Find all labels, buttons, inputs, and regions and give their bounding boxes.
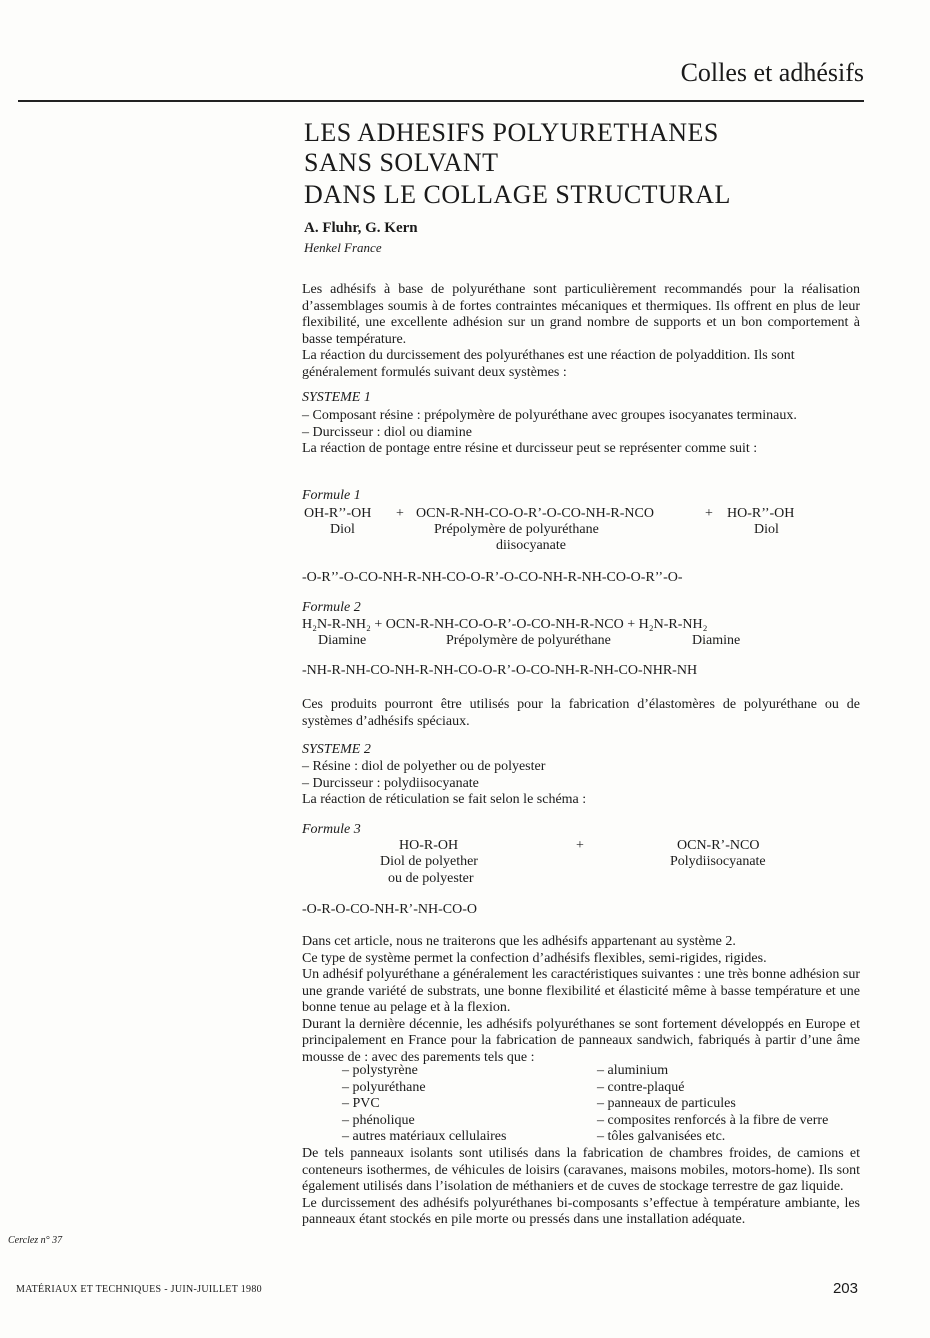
system2-heading: SYSTEME 2 [302, 742, 371, 757]
body-section-3 [302, 1146, 860, 1229]
system1-heading: SYSTEME 1 [302, 390, 371, 405]
header-rule [18, 100, 864, 102]
formula1-a-name: Diol [330, 522, 355, 537]
list-item: – autres matériaux cellulaires [342, 1129, 507, 1144]
core-materials-list [342, 1063, 506, 1146]
authors: A. Fluhr, G. Kern [304, 220, 418, 236]
formula1-reactant-c: HO-R’’-OH [727, 506, 795, 521]
body3-paragraph-2: Le durcissement des adhésifs polyuréthanes bi-composants s’effectue à température ambiante, les panneaux étant stockés en pile morte ou pressés dans une installation adéquate. [302, 1195, 860, 1227]
system1-line-1: – Composant résine : prépolymère de polyuréthane avec groupes isocyanates terminaux. [302, 408, 797, 423]
article-title-line-3: DANS LE COLLAGE STRUCTURAL [304, 180, 731, 209]
intro [302, 282, 860, 381]
formula2-equation: H₂N-R-NH₂ + OCN-R-NH-CO-O-R’-O-CO-NH-R-NCO + H₂N-R-NH₂ [302, 617, 708, 632]
list-item: – polyuréthane [342, 1079, 426, 1095]
list-item: – panneaux de particules [597, 1096, 736, 1111]
formula1-reactant-b: OCN-R-NH-CO-O-R’-O-CO-NH-R-NCO [416, 506, 654, 521]
system1-line-2: – Durcisseur : diol ou diamine [302, 424, 472, 440]
formula1-label: Formule 1 [302, 488, 361, 503]
journal-footer: MATÉRIAUX ET TECHNIQUES - JUIN-JUILLET 1980 [16, 1284, 262, 1295]
system2-line-1: – Résine : diol de polyether ou de polyester [302, 759, 546, 774]
formula3-reactant-b: OCN-R’-NCO [677, 838, 760, 853]
list-item: – tôles galvanisées etc. [597, 1129, 726, 1144]
list-item: – composites renforcés à la fibre de verre [597, 1112, 829, 1128]
formula3-label: Formule 3 [302, 822, 361, 837]
after-formula2 [302, 697, 860, 730]
affiliation: Henkel France [304, 240, 382, 255]
system2-body [302, 759, 860, 809]
formula3-result: -O-R-O-CO-NH-R’-NH-CO-O [302, 902, 477, 917]
formula1-b-name-2: diisocyanate [496, 538, 566, 553]
formula2-a-name: Diamine [318, 633, 367, 648]
formula1-result: -O-R’’-O-CO-NH-R-NH-CO-O-R’-O-CO-NH-R-NH-CO-O-R’’-O- [302, 570, 683, 585]
formula2-c-name: Diamine [692, 633, 741, 648]
body2-paragraph-1: Dans cet article, nous ne traiterons que les adhésifs appartenant au système 2. [302, 934, 736, 949]
article-title-line-1: LES ADHESIFS POLYURETHANES [304, 118, 719, 147]
facings-list [597, 1063, 828, 1146]
body3-paragraph-1: De tels panneaux isolants sont utilisés dans la fabrication de chambres froides, de camions et conteneurs isothermes, de véhicules de loisirs (caravanes, maisons mobiles, motors-home). Ils sont également utilisés dans l’isolation de méthaniers et de cuves de stockage terrestre de gaz liquide. [302, 1146, 860, 1194]
section-title: Colles et adhésifs [680, 58, 864, 87]
body2-paragraph-3: Un adhésif polyuréthane a généralement les caractéristiques suivantes : une très bonne adhésion sur une grande variété de substrats, une bonne flexibilité et élasticité même à basse température et une bonne tenue au pelage et à la flexion. [302, 967, 860, 1015]
formula2-label: Formule 2 [302, 600, 361, 615]
list-item: – contre-plaqué [597, 1079, 685, 1095]
body2-paragraph-2: Ce type de système permet la confection d’adhésifs flexibles, semi-rigides, rigides. [302, 950, 767, 966]
formula3-plus: + [576, 838, 584, 853]
formula2-result: -NH-R-NH-CO-NH-R-NH-CO-O-R’-O-CO-NH-R-NH-CO-NHR-NH [302, 663, 698, 678]
after-formula2-text: Ces produits pourront être utilisés pour la fabrication d’élastomères de polyuréthane ou de systèmes d’adhésifs spéciaux. [302, 697, 860, 729]
page-number: 203 [832, 1280, 858, 1297]
system1-line-3: La réaction de pontage entre résine et durcisseur peut se représenter comme suit : [302, 441, 758, 456]
list-item: – PVC [342, 1096, 380, 1111]
list-item: – phénolique [342, 1112, 415, 1128]
formula3-reactant-a: HO-R-OH [399, 838, 459, 853]
intro-paragraph-1: Les adhésifs à base de polyuréthane sont particulièrement recommandés pour la réalisation d’assemblages soumis à de fortes contraintes mécaniques et thermiques. Ils offrent en plus de leur flexibilité, une excellente adhésion sur un grand nombre de supports et un bon comportement à basse température. [302, 282, 860, 347]
reader-service-note: Cerclez n° 37 [8, 1235, 63, 1246]
formula3-b-name: Polydiisocyanate [670, 854, 766, 869]
formula1-reactant-a: OH-R’’-OH [304, 506, 372, 521]
formula1-b-name-1: Prépolymère de polyuréthane [434, 522, 599, 537]
system1-body [302, 408, 860, 458]
body2-paragraph-4: Durant la dernière décennie, les adhésifs polyuréthanes se sont fortement développés en Europe et principalement en France pour la fabrication de panneaux sandwich, fabriqués à partir d’une âme mousse de : avec des parements tels que : [302, 1016, 860, 1065]
formula1-plus-2: + [705, 506, 713, 521]
formula1-c-name: Diol [754, 522, 779, 537]
list-item: – aluminium [597, 1063, 669, 1078]
formula2-b-name: Prépolymère de polyuréthane [446, 633, 611, 648]
list-item: – polystyrène [342, 1063, 418, 1078]
system2-line-2: – Durcisseur : polydiisocyanate [302, 775, 479, 791]
intro-paragraph-2: La réaction du durcissement des polyuréthanes est une réaction de polyaddition. Ils sont généralement formulés suivant deux systèmes : [302, 348, 795, 380]
formula3-a-name-2: ou de polyester [388, 871, 474, 886]
body-section-2 [302, 934, 860, 1066]
system2-line-3: La réaction de réticulation se fait selon le schéma : [302, 792, 587, 807]
formula3-a-name-1: Diol de polyether [380, 854, 478, 869]
formula1-plus-1: + [396, 506, 404, 521]
article-title-line-2: SANS SOLVANT [304, 148, 499, 177]
